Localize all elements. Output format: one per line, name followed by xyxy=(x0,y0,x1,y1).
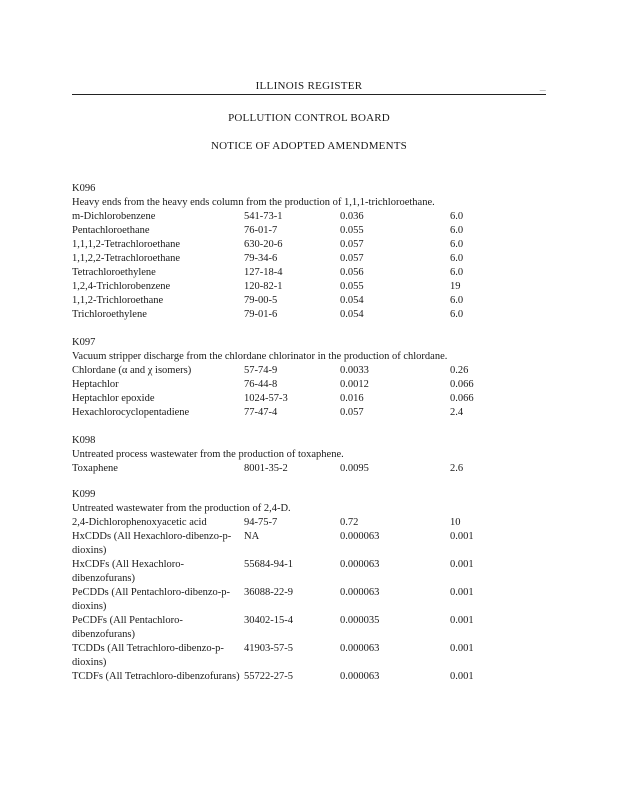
waste-code: K098 xyxy=(72,435,96,446)
table-row xyxy=(72,516,552,530)
constituent-name: Tetrachloroethylene xyxy=(72,267,156,278)
constituent-name: 2,4-Dichlorophenoxyacetic acid xyxy=(72,517,207,528)
wastewater-limit: 0.0095 xyxy=(340,463,369,474)
wastewater-limit: 0.057 xyxy=(340,253,364,264)
register-header xyxy=(72,80,546,95)
nonwastewater-limit: 0.001 xyxy=(450,587,474,598)
waste-code: K096 xyxy=(72,183,96,194)
table-row xyxy=(72,462,552,476)
wastewater-limit: 0.054 xyxy=(340,295,364,306)
nonwastewater-limit: 0.26 xyxy=(450,365,469,376)
constituent-name: Chlordane (α and χ isomers) xyxy=(72,365,192,376)
nonwastewater-limit: 6.0 xyxy=(450,295,464,306)
table-row xyxy=(72,266,552,280)
wastewater-limit: 0.000063 xyxy=(340,671,380,682)
nonwastewater-limit: 6.0 xyxy=(450,253,464,264)
constituent-name: PeCDFs (All Pentachloro-dibenzofurans) xyxy=(72,615,183,640)
nonwastewater-limit: 0.001 xyxy=(450,559,474,570)
cas-number: 79-34-6 xyxy=(244,253,278,264)
cas-number: 630-20-6 xyxy=(244,239,283,250)
constituent-name: 1,1,1,2-Tetrachloroethane xyxy=(72,239,181,250)
table-row xyxy=(72,614,552,642)
nonwastewater-limit: 0.066 xyxy=(450,393,474,404)
table-row xyxy=(72,406,552,420)
wastewater-limit: 0.057 xyxy=(340,239,364,250)
cas-number: 1024-57-3 xyxy=(244,393,288,404)
notice-heading: NOTICE OF ADOPTED AMENDMENTS xyxy=(211,140,407,152)
cas-number: 541-73-1 xyxy=(244,211,283,222)
nonwastewater-limit: 6.0 xyxy=(450,225,464,236)
cas-number: 55722-27-5 xyxy=(244,671,293,682)
nonwastewater-limit: 0.001 xyxy=(450,643,474,654)
constituent-table xyxy=(72,516,552,698)
table-row xyxy=(72,364,552,378)
board-heading: POLLUTION CONTROL BOARD xyxy=(228,112,390,124)
cas-number: 76-44-8 xyxy=(244,379,278,390)
section-k097 xyxy=(72,336,552,420)
wastewater-limit: 0.72 xyxy=(340,517,359,528)
constituent-name: 1,2,4-Trichlorobenzene xyxy=(72,281,171,292)
wastewater-limit: 0.0012 xyxy=(340,379,369,390)
nonwastewater-limit: 0.001 xyxy=(450,615,474,626)
register-title: ILLINOIS REGISTER xyxy=(255,80,363,92)
waste-description: Untreated wastewater from the production of 2,4-D. xyxy=(72,503,291,514)
table-row xyxy=(72,280,552,294)
nonwastewater-limit: 6.0 xyxy=(450,211,464,222)
wastewater-limit: 0.000063 xyxy=(340,587,380,598)
nonwastewater-limit: 6.0 xyxy=(450,309,464,320)
wastewater-limit: 0.000063 xyxy=(340,643,380,654)
table-row xyxy=(72,642,552,670)
constituent-name: HxCDDs (All Hexachloro-dibenzo-p-dioxins) xyxy=(72,531,232,556)
cas-number: NA xyxy=(244,531,260,542)
table-row xyxy=(72,530,552,558)
table-row xyxy=(72,252,552,266)
constituent-name: TCDFs (All Tetrachloro-dibenzofurans) xyxy=(72,671,240,682)
wastewater-limit: 0.055 xyxy=(340,225,364,236)
wastewater-limit: 0.036 xyxy=(340,211,364,222)
table-row xyxy=(72,238,552,252)
table-row xyxy=(72,558,552,586)
constituent-name: 1,1,2-Trichloroethane xyxy=(72,295,164,306)
nonwastewater-limit: 6.0 xyxy=(450,239,464,250)
table-row xyxy=(72,378,552,392)
wastewater-limit: 0.000063 xyxy=(340,559,380,570)
cas-number: 41903-57-5 xyxy=(244,643,293,654)
constituent-name: PeCDDs (All Pentachloro-dibenzo-p-dioxins) xyxy=(72,587,231,612)
cas-number: 57-74-9 xyxy=(244,365,278,376)
cas-number: 76-01-7 xyxy=(244,225,278,236)
wastewater-limit: 0.056 xyxy=(340,267,364,278)
constituent-name: Trichloroethylene xyxy=(72,309,147,320)
wastewater-limit: 0.054 xyxy=(340,309,364,320)
nonwastewater-limit: 0.066 xyxy=(450,379,474,390)
constituent-table xyxy=(72,210,552,322)
constituent-name: m-Dichlorobenzene xyxy=(72,211,156,222)
cas-number: 127-18-4 xyxy=(244,267,283,278)
table-row xyxy=(72,210,552,224)
wastewater-limit: 0.055 xyxy=(340,281,364,292)
waste-description: Untreated process wastewater from the production of toxaphene. xyxy=(72,449,344,460)
header-mark: — xyxy=(539,88,546,94)
cas-number: 77-47-4 xyxy=(244,407,278,418)
cas-number: 30402-15-4 xyxy=(244,615,293,626)
table-row xyxy=(72,308,552,322)
waste-code: K099 xyxy=(72,489,96,500)
cas-number: 79-01-6 xyxy=(244,309,278,320)
table-row xyxy=(72,586,552,614)
cas-number: 8001-35-2 xyxy=(244,463,288,474)
constituent-name: Pentachloroethane xyxy=(72,225,150,236)
waste-code: K097 xyxy=(72,337,96,348)
waste-description: Heavy ends from the heavy ends column from the production of 1,1,1-trichloroethane. xyxy=(72,197,435,208)
constituent-name: TCDDs (All Tetrachloro-dibenzo-p-dioxins) xyxy=(72,643,224,668)
section-k096 xyxy=(72,182,552,322)
nonwastewater-limit: 2.4 xyxy=(450,407,464,418)
nonwastewater-limit: 10 xyxy=(450,517,461,528)
constituent-table xyxy=(72,462,552,476)
table-row xyxy=(72,294,552,308)
constituent-name: Toxaphene xyxy=(72,463,118,474)
wastewater-limit: 0.0033 xyxy=(340,365,369,376)
cas-number: 79-00-5 xyxy=(244,295,278,306)
constituent-name: 1,1,2,2-Tetrachloroethane xyxy=(72,253,181,264)
wastewater-limit: 0.000035 xyxy=(340,615,380,626)
nonwastewater-limit: 19 xyxy=(450,281,461,292)
cas-number: 55684-94-1 xyxy=(244,559,293,570)
section-k099 xyxy=(72,488,552,698)
nonwastewater-limit: 6.0 xyxy=(450,267,464,278)
wastewater-limit: 0.000063 xyxy=(340,531,380,542)
table-row xyxy=(72,392,552,406)
constituent-name: Hexachlorocyclopentadiene xyxy=(72,407,190,418)
nonwastewater-limit: 2.6 xyxy=(450,463,464,474)
cas-number: 94-75-7 xyxy=(244,517,278,528)
table-row xyxy=(72,224,552,238)
constituent-name: Heptachlor xyxy=(72,379,119,390)
constituent-name: HxCDFs (All Hexachloro-dibenzofurans) xyxy=(72,559,184,584)
constituent-name: Heptachlor epoxide xyxy=(72,393,155,404)
wastewater-limit: 0.016 xyxy=(340,393,364,404)
nonwastewater-limit: 0.001 xyxy=(450,531,474,542)
section-k098 xyxy=(72,434,552,476)
cas-number: 36088-22-9 xyxy=(244,587,293,598)
constituent-table xyxy=(72,364,552,420)
waste-description: Vacuum stripper discharge from the chlordane chlorinator in the production of chlordane. xyxy=(72,351,448,362)
nonwastewater-limit: 0.001 xyxy=(450,671,474,682)
cas-number: 120-82-1 xyxy=(244,281,283,292)
wastewater-limit: 0.057 xyxy=(340,407,364,418)
table-row xyxy=(72,670,552,698)
